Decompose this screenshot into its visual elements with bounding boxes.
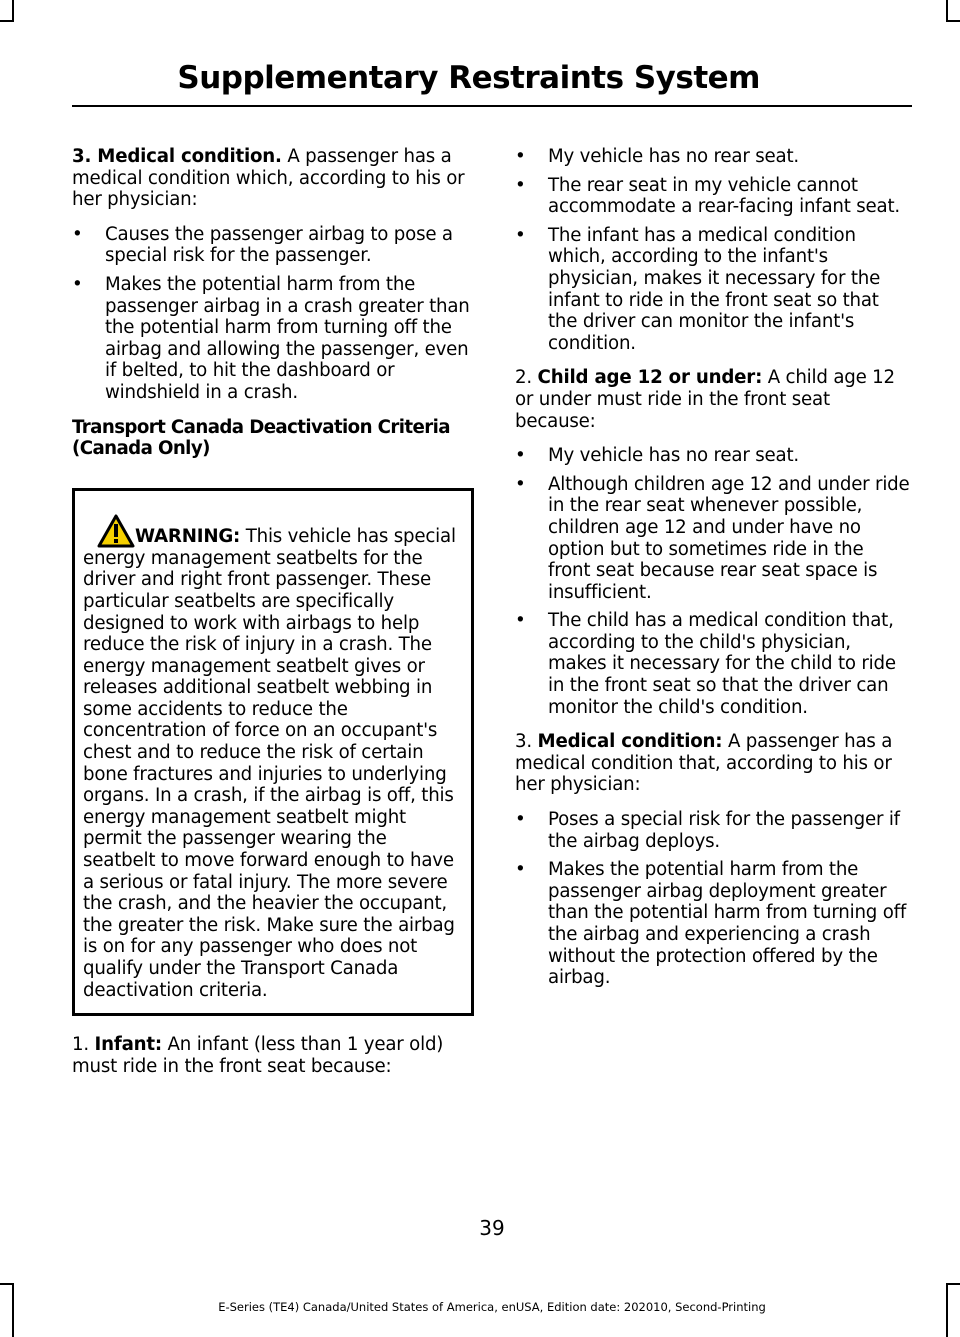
medical-condition-2-label: Medical condition: [537,731,723,753]
infant-reasons-list [515,146,911,354]
right-column [515,146,911,1002]
edition-footer: E-Series (TE4) Canada/United States of America, enUSA, Edition date: 202010, Second-Printing [218,1300,766,1314]
medical-condition-paragraph [72,146,474,211]
infant-label: Infant: [94,1034,162,1056]
list-item: • My vehicle has no rear seat. [515,445,799,467]
crop-mark-bottom-left-h [0,1283,14,1285]
bullet: • [515,473,526,495]
bullet: • [72,273,83,295]
bullet: • [515,445,526,467]
bullet: • [515,859,526,881]
warning-text: This vehicle has special energy management seatbelts for the driver and right front passenger. These particular seatbelts are specifically designed to work with airbags to help reduce the risk of injury in a crash. The energy management seatbelt gives or releases additional seatbelt webbing in some accidents to reduce the concentration of force on an occupant's chest and to reduce the risk of certain bone fractures and injuries to underlying organs. In a crash, if the airbag is off, this energy management seatbelt might permit the passenger wearing the seatbelt to move forward enough to have a serious or fatal injury. The more severe the crash, and the heavier the occupant, the greater the risk. Make sure the airbag is on for any passenger who does not qualify under the Transport Canada deactivation criteria. [83,525,456,1001]
page-number: 39 [479,1216,505,1240]
list-item: • Causes the passenger airbag to pose a special risk for the passenger. [72,223,453,267]
list-item: • The rear seat in my vehicle cannot accommodate a rear-facing infant seat. [515,174,900,218]
crop-mark-bottom-right-h [946,1283,960,1285]
medical-condition-label: 3. Medical condition. [72,146,282,167]
child-reasons-list [515,445,911,718]
medical-condition-text: A passenger has a medical condition which, according to his or her physician: [72,146,465,211]
list-item: • Makes the potential harm from the passenger airbag in a crash greater than the potential harm from turning off the airbag and allowing the passenger, even if belted, to hit the dashboard or windshield in a crash. [72,273,470,403]
bullet: • [515,610,526,632]
crop-mark-top-right [946,0,948,22]
section-heading: Transport Canada Deactivation Criteria (Canada Only) [72,416,450,460]
medical-condition-list [72,224,474,404]
warning-box [72,488,474,1016]
bullet: • [515,146,526,167]
bullet: • [515,174,526,196]
bullet: • [515,809,526,831]
list-item: • Although children age 12 and under ride in the rear seat whenever possible, children age 12 and under have no option but to sometimes ride in the front seat because rear seat space is insufficient. [515,473,910,603]
medical-reasons-list [515,809,911,989]
crop-mark-top-right-h [946,20,960,22]
list-item: • The infant has a medical condition which, according to the infant's physician, makes it necessary for the infant to ride in the front seat so that the driver can monitor the infant's condition. [515,224,881,354]
header-divider [72,105,912,107]
list-item: • My vehicle has no rear seat. [515,146,799,167]
child-paragraph: 2. Child age 12 or under: A child age 12 or under must ride in the front seat because: [515,367,895,432]
warning-label: WARNING: [135,525,241,547]
bullet: • [515,224,526,246]
medical-condition-2-paragraph: 3. Medical condition: A passenger has a medical condition that, according to his or her physician: [515,731,893,796]
crop-mark-top-left-h [0,20,14,22]
list-item: • The child has a medical condition that, according to the child's physician, makes it necessary for the child to ride in the front seat so that the driver can monitor the child's condition. [515,610,896,718]
list-item: • Makes the potential harm from the passenger airbag deployment greater than the potential harm from turning off the airbag and experiencing a crash without the protection offered by the airbag. [515,859,907,989]
crop-mark-top-left [12,0,14,22]
child-label: Child age 12 or under: [537,367,763,389]
bullet: • [72,223,83,245]
page-title: Supplementary Restraints System [177,60,760,96]
left-column [72,146,474,1090]
warning-triangle-icon [97,514,135,548]
infant-paragraph: 1. Infant: An infant (less than 1 year old) must ride in the front seat because: [72,1034,444,1077]
list-item: • Poses a special risk for the passenger if the airbag deploys. [515,809,900,852]
